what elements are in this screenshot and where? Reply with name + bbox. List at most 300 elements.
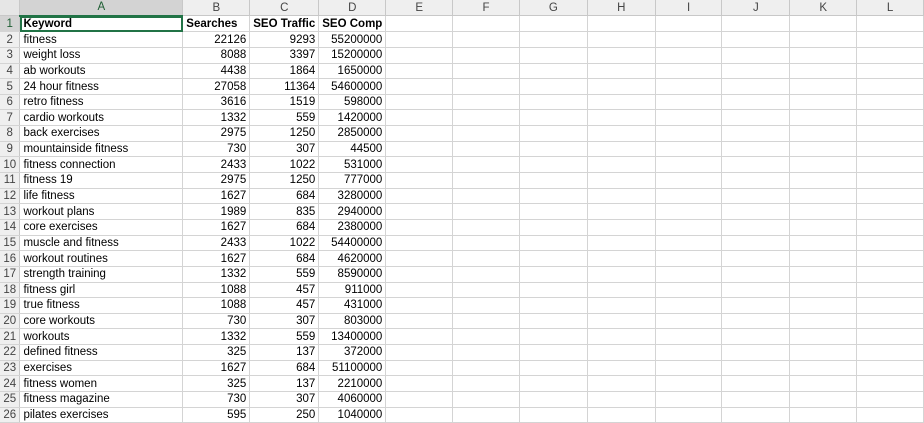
empty-cell[interactable] xyxy=(519,32,587,48)
row-header[interactable]: 25 xyxy=(0,392,20,408)
empty-cell[interactable] xyxy=(519,298,587,314)
cell[interactable]: 559 xyxy=(250,329,319,345)
empty-cell[interactable] xyxy=(722,204,790,220)
empty-cell[interactable] xyxy=(587,392,655,408)
cell[interactable]: weight loss xyxy=(20,47,183,63)
cell[interactable]: 1627 xyxy=(183,188,250,204)
row-header[interactable]: 7 xyxy=(0,110,20,126)
cell[interactable]: 730 xyxy=(183,313,250,329)
empty-cell[interactable] xyxy=(453,235,520,251)
cell[interactable]: 2975 xyxy=(183,173,250,189)
empty-cell[interactable] xyxy=(386,376,453,392)
row-header[interactable]: 4 xyxy=(0,63,20,79)
column-header-b[interactable]: B xyxy=(183,0,250,16)
empty-cell[interactable] xyxy=(722,157,790,173)
empty-cell[interactable] xyxy=(519,329,587,345)
empty-cell[interactable] xyxy=(386,188,453,204)
row-header[interactable]: 2 xyxy=(0,32,20,48)
row-header[interactable]: 14 xyxy=(0,219,20,235)
empty-cell[interactable] xyxy=(587,407,655,423)
empty-cell[interactable] xyxy=(655,141,722,157)
empty-cell[interactable] xyxy=(519,47,587,63)
empty-cell[interactable] xyxy=(386,63,453,79)
cell[interactable]: 1519 xyxy=(250,94,319,110)
empty-cell[interactable] xyxy=(453,313,520,329)
empty-cell[interactable] xyxy=(857,47,924,63)
empty-cell[interactable] xyxy=(722,360,790,376)
empty-cell[interactable] xyxy=(857,94,924,110)
cell[interactable]: 1989 xyxy=(183,204,250,220)
empty-cell[interactable] xyxy=(587,298,655,314)
empty-cell[interactable] xyxy=(453,79,520,95)
empty-cell[interactable] xyxy=(655,47,722,63)
empty-cell[interactable] xyxy=(519,141,587,157)
empty-cell[interactable] xyxy=(386,157,453,173)
empty-cell[interactable] xyxy=(587,329,655,345)
empty-cell[interactable] xyxy=(519,94,587,110)
column-header-f[interactable]: F xyxy=(453,0,520,16)
header-cell[interactable]: Keyword xyxy=(20,16,183,32)
row-header[interactable]: 16 xyxy=(0,251,20,267)
cell[interactable]: core workouts xyxy=(20,313,183,329)
cell[interactable]: defined fitness xyxy=(20,345,183,361)
empty-cell[interactable] xyxy=(722,376,790,392)
empty-cell[interactable] xyxy=(790,47,857,63)
empty-cell[interactable] xyxy=(587,157,655,173)
cell[interactable]: 2975 xyxy=(183,126,250,142)
empty-cell[interactable] xyxy=(655,235,722,251)
cell[interactable]: 11364 xyxy=(250,79,319,95)
cell[interactable]: 2850000 xyxy=(319,126,386,142)
empty-cell[interactable] xyxy=(655,16,722,32)
empty-cell[interactable] xyxy=(722,79,790,95)
empty-cell[interactable] xyxy=(587,219,655,235)
cell[interactable]: 595 xyxy=(183,407,250,423)
empty-cell[interactable] xyxy=(857,204,924,220)
cell[interactable]: 531000 xyxy=(319,157,386,173)
cell[interactable]: 1332 xyxy=(183,329,250,345)
empty-cell[interactable] xyxy=(587,94,655,110)
empty-cell[interactable] xyxy=(453,47,520,63)
empty-cell[interactable] xyxy=(790,266,857,282)
empty-cell[interactable] xyxy=(453,157,520,173)
empty-cell[interactable] xyxy=(722,251,790,267)
cell[interactable]: 598000 xyxy=(319,94,386,110)
cell[interactable]: 1088 xyxy=(183,282,250,298)
cell[interactable]: workouts xyxy=(20,329,183,345)
empty-cell[interactable] xyxy=(857,157,924,173)
cell[interactable]: back exercises xyxy=(20,126,183,142)
empty-cell[interactable] xyxy=(655,32,722,48)
header-cell[interactable]: Searches xyxy=(183,16,250,32)
empty-cell[interactable] xyxy=(453,173,520,189)
cell[interactable]: 835 xyxy=(250,204,319,220)
empty-cell[interactable] xyxy=(587,141,655,157)
empty-cell[interactable] xyxy=(453,188,520,204)
empty-cell[interactable] xyxy=(655,79,722,95)
empty-cell[interactable] xyxy=(386,282,453,298)
empty-cell[interactable] xyxy=(386,235,453,251)
cell[interactable]: 911000 xyxy=(319,282,386,298)
empty-cell[interactable] xyxy=(519,204,587,220)
cell[interactable]: pilates exercises xyxy=(20,407,183,423)
empty-cell[interactable] xyxy=(519,392,587,408)
empty-cell[interactable] xyxy=(453,407,520,423)
empty-cell[interactable] xyxy=(790,32,857,48)
empty-cell[interactable] xyxy=(857,32,924,48)
empty-cell[interactable] xyxy=(453,329,520,345)
empty-cell[interactable] xyxy=(386,345,453,361)
cell[interactable]: 27058 xyxy=(183,79,250,95)
cell[interactable]: 2940000 xyxy=(319,204,386,220)
empty-cell[interactable] xyxy=(857,345,924,361)
column-header-l[interactable]: L xyxy=(857,0,924,16)
empty-cell[interactable] xyxy=(655,360,722,376)
empty-cell[interactable] xyxy=(790,79,857,95)
empty-cell[interactable] xyxy=(655,266,722,282)
cell[interactable]: 2210000 xyxy=(319,376,386,392)
empty-cell[interactable] xyxy=(453,266,520,282)
empty-cell[interactable] xyxy=(655,219,722,235)
empty-cell[interactable] xyxy=(655,298,722,314)
cell[interactable]: 559 xyxy=(250,266,319,282)
empty-cell[interactable] xyxy=(587,313,655,329)
empty-cell[interactable] xyxy=(453,32,520,48)
cell[interactable]: mountainside fitness xyxy=(20,141,183,157)
cell[interactable]: 684 xyxy=(250,251,319,267)
column-header-e[interactable]: E xyxy=(386,0,453,16)
empty-cell[interactable] xyxy=(722,16,790,32)
header-cell[interactable]: SEO Comp xyxy=(319,16,386,32)
row-header[interactable]: 15 xyxy=(0,235,20,251)
empty-cell[interactable] xyxy=(655,126,722,142)
empty-cell[interactable] xyxy=(519,345,587,361)
row-header[interactable]: 5 xyxy=(0,79,20,95)
cell[interactable]: fitness connection xyxy=(20,157,183,173)
empty-cell[interactable] xyxy=(655,188,722,204)
select-all-corner[interactable] xyxy=(0,0,20,16)
empty-cell[interactable] xyxy=(790,345,857,361)
column-header-k[interactable]: K xyxy=(790,0,857,16)
empty-cell[interactable] xyxy=(587,251,655,267)
empty-cell[interactable] xyxy=(587,360,655,376)
cell[interactable]: fitness women xyxy=(20,376,183,392)
empty-cell[interactable] xyxy=(722,173,790,189)
empty-cell[interactable] xyxy=(453,360,520,376)
cell[interactable]: 803000 xyxy=(319,313,386,329)
cell[interactable]: 8088 xyxy=(183,47,250,63)
empty-cell[interactable] xyxy=(655,110,722,126)
row-header[interactable]: 13 xyxy=(0,204,20,220)
row-header[interactable]: 8 xyxy=(0,126,20,142)
empty-cell[interactable] xyxy=(722,47,790,63)
cell[interactable]: 1332 xyxy=(183,266,250,282)
empty-cell[interactable] xyxy=(790,94,857,110)
row-header[interactable]: 11 xyxy=(0,173,20,189)
empty-cell[interactable] xyxy=(453,282,520,298)
empty-cell[interactable] xyxy=(722,32,790,48)
cell[interactable]: 684 xyxy=(250,188,319,204)
empty-cell[interactable] xyxy=(857,79,924,95)
empty-cell[interactable] xyxy=(857,16,924,32)
empty-cell[interactable] xyxy=(519,110,587,126)
empty-cell[interactable] xyxy=(857,110,924,126)
empty-cell[interactable] xyxy=(655,94,722,110)
cell[interactable]: 1040000 xyxy=(319,407,386,423)
empty-cell[interactable] xyxy=(722,298,790,314)
cell[interactable]: 457 xyxy=(250,298,319,314)
empty-cell[interactable] xyxy=(655,204,722,220)
cell[interactable]: 3280000 xyxy=(319,188,386,204)
empty-cell[interactable] xyxy=(587,63,655,79)
empty-cell[interactable] xyxy=(587,235,655,251)
empty-cell[interactable] xyxy=(857,141,924,157)
cell[interactable]: ab workouts xyxy=(20,63,183,79)
cell[interactable]: 372000 xyxy=(319,345,386,361)
empty-cell[interactable] xyxy=(857,126,924,142)
cell[interactable]: 1022 xyxy=(250,157,319,173)
cell[interactable]: cardio workouts xyxy=(20,110,183,126)
cell[interactable]: 4438 xyxy=(183,63,250,79)
empty-cell[interactable] xyxy=(519,376,587,392)
empty-cell[interactable] xyxy=(386,298,453,314)
empty-cell[interactable] xyxy=(857,360,924,376)
cell[interactable]: 15200000 xyxy=(319,47,386,63)
empty-cell[interactable] xyxy=(722,219,790,235)
empty-cell[interactable] xyxy=(655,251,722,267)
cell[interactable]: 1627 xyxy=(183,251,250,267)
cell[interactable]: 1627 xyxy=(183,360,250,376)
cell[interactable]: 137 xyxy=(250,376,319,392)
empty-cell[interactable] xyxy=(453,219,520,235)
empty-cell[interactable] xyxy=(857,219,924,235)
empty-cell[interactable] xyxy=(519,235,587,251)
empty-cell[interactable] xyxy=(519,251,587,267)
cell[interactable]: fitness magazine xyxy=(20,392,183,408)
cell[interactable]: 1650000 xyxy=(319,63,386,79)
cell[interactable]: core exercises xyxy=(20,219,183,235)
cell[interactable]: 1088 xyxy=(183,298,250,314)
empty-cell[interactable] xyxy=(722,141,790,157)
empty-cell[interactable] xyxy=(587,188,655,204)
cell[interactable]: 55200000 xyxy=(319,32,386,48)
cell[interactable]: 307 xyxy=(250,392,319,408)
empty-cell[interactable] xyxy=(790,392,857,408)
cell[interactable]: 684 xyxy=(250,219,319,235)
cell[interactable]: 1627 xyxy=(183,219,250,235)
column-header-g[interactable]: G xyxy=(519,0,587,16)
empty-cell[interactable] xyxy=(519,173,587,189)
column-header-i[interactable]: I xyxy=(655,0,722,16)
cell[interactable]: 9293 xyxy=(250,32,319,48)
empty-cell[interactable] xyxy=(519,79,587,95)
empty-cell[interactable] xyxy=(790,110,857,126)
empty-cell[interactable] xyxy=(519,407,587,423)
empty-cell[interactable] xyxy=(790,376,857,392)
cell[interactable]: 730 xyxy=(183,392,250,408)
empty-cell[interactable] xyxy=(587,204,655,220)
cell[interactable]: muscle and fitness xyxy=(20,235,183,251)
empty-cell[interactable] xyxy=(655,329,722,345)
column-header-c[interactable]: C xyxy=(250,0,319,16)
cell[interactable]: 684 xyxy=(250,360,319,376)
empty-cell[interactable] xyxy=(386,266,453,282)
empty-cell[interactable] xyxy=(722,126,790,142)
empty-cell[interactable] xyxy=(722,235,790,251)
cell[interactable]: 250 xyxy=(250,407,319,423)
empty-cell[interactable] xyxy=(722,329,790,345)
empty-cell[interactable] xyxy=(790,329,857,345)
cell[interactable]: 24 hour fitness xyxy=(20,79,183,95)
empty-cell[interactable] xyxy=(655,407,722,423)
empty-cell[interactable] xyxy=(453,126,520,142)
empty-cell[interactable] xyxy=(587,376,655,392)
empty-cell[interactable] xyxy=(655,392,722,408)
empty-cell[interactable] xyxy=(386,392,453,408)
empty-cell[interactable] xyxy=(453,204,520,220)
empty-cell[interactable] xyxy=(587,32,655,48)
empty-cell[interactable] xyxy=(386,94,453,110)
empty-cell[interactable] xyxy=(790,126,857,142)
row-header[interactable]: 24 xyxy=(0,376,20,392)
cell[interactable]: workout plans xyxy=(20,204,183,220)
empty-cell[interactable] xyxy=(722,94,790,110)
cell[interactable]: 4060000 xyxy=(319,392,386,408)
empty-cell[interactable] xyxy=(587,266,655,282)
empty-cell[interactable] xyxy=(519,313,587,329)
cell[interactable]: 2433 xyxy=(183,157,250,173)
empty-cell[interactable] xyxy=(790,251,857,267)
empty-cell[interactable] xyxy=(386,141,453,157)
empty-cell[interactable] xyxy=(790,173,857,189)
cell[interactable]: workout routines xyxy=(20,251,183,267)
cell[interactable]: strength training xyxy=(20,266,183,282)
cell[interactable]: 22126 xyxy=(183,32,250,48)
empty-cell[interactable] xyxy=(722,188,790,204)
empty-cell[interactable] xyxy=(386,47,453,63)
empty-cell[interactable] xyxy=(587,126,655,142)
row-header[interactable]: 1 xyxy=(0,16,20,32)
row-header[interactable]: 19 xyxy=(0,298,20,314)
empty-cell[interactable] xyxy=(655,313,722,329)
cell[interactable]: 1022 xyxy=(250,235,319,251)
cell[interactable]: 3616 xyxy=(183,94,250,110)
empty-cell[interactable] xyxy=(790,235,857,251)
empty-cell[interactable] xyxy=(857,266,924,282)
cell[interactable]: fitness 19 xyxy=(20,173,183,189)
empty-cell[interactable] xyxy=(453,251,520,267)
empty-cell[interactable] xyxy=(790,298,857,314)
cell[interactable]: 325 xyxy=(183,345,250,361)
empty-cell[interactable] xyxy=(386,407,453,423)
empty-cell[interactable] xyxy=(722,392,790,408)
row-header[interactable]: 3 xyxy=(0,47,20,63)
cell[interactable]: 307 xyxy=(250,141,319,157)
empty-cell[interactable] xyxy=(790,282,857,298)
empty-cell[interactable] xyxy=(386,360,453,376)
empty-cell[interactable] xyxy=(722,407,790,423)
empty-cell[interactable] xyxy=(587,282,655,298)
cell[interactable]: retro fitness xyxy=(20,94,183,110)
empty-cell[interactable] xyxy=(587,173,655,189)
row-header[interactable]: 20 xyxy=(0,313,20,329)
empty-cell[interactable] xyxy=(790,63,857,79)
cell[interactable]: 1250 xyxy=(250,126,319,142)
row-header[interactable]: 21 xyxy=(0,329,20,345)
empty-cell[interactable] xyxy=(453,141,520,157)
cell[interactable]: 54600000 xyxy=(319,79,386,95)
empty-cell[interactable] xyxy=(790,407,857,423)
empty-cell[interactable] xyxy=(453,376,520,392)
empty-cell[interactable] xyxy=(722,63,790,79)
cell[interactable]: 3397 xyxy=(250,47,319,63)
empty-cell[interactable] xyxy=(790,141,857,157)
empty-cell[interactable] xyxy=(587,110,655,126)
empty-cell[interactable] xyxy=(386,173,453,189)
cell[interactable]: 307 xyxy=(250,313,319,329)
cell[interactable]: 51100000 xyxy=(319,360,386,376)
empty-cell[interactable] xyxy=(857,376,924,392)
cell[interactable]: 1332 xyxy=(183,110,250,126)
empty-cell[interactable] xyxy=(453,16,520,32)
cell[interactable]: fitness xyxy=(20,32,183,48)
row-header[interactable]: 23 xyxy=(0,360,20,376)
empty-cell[interactable] xyxy=(857,188,924,204)
empty-cell[interactable] xyxy=(857,298,924,314)
empty-cell[interactable] xyxy=(386,79,453,95)
empty-cell[interactable] xyxy=(386,219,453,235)
empty-cell[interactable] xyxy=(519,126,587,142)
empty-cell[interactable] xyxy=(722,313,790,329)
cell[interactable]: 4620000 xyxy=(319,251,386,267)
cell[interactable]: 2433 xyxy=(183,235,250,251)
cell[interactable]: 457 xyxy=(250,282,319,298)
column-header-h[interactable]: H xyxy=(587,0,655,16)
empty-cell[interactable] xyxy=(386,32,453,48)
empty-cell[interactable] xyxy=(655,173,722,189)
empty-cell[interactable] xyxy=(655,157,722,173)
empty-cell[interactable] xyxy=(453,345,520,361)
empty-cell[interactable] xyxy=(519,282,587,298)
empty-cell[interactable] xyxy=(790,313,857,329)
empty-cell[interactable] xyxy=(790,204,857,220)
empty-cell[interactable] xyxy=(857,235,924,251)
cell[interactable]: exercises xyxy=(20,360,183,376)
empty-cell[interactable] xyxy=(722,266,790,282)
empty-cell[interactable] xyxy=(587,16,655,32)
cell[interactable]: true fitness xyxy=(20,298,183,314)
empty-cell[interactable] xyxy=(790,16,857,32)
empty-cell[interactable] xyxy=(790,219,857,235)
cell[interactable]: 1864 xyxy=(250,63,319,79)
empty-cell[interactable] xyxy=(453,392,520,408)
cell[interactable]: 1250 xyxy=(250,173,319,189)
row-header[interactable]: 9 xyxy=(0,141,20,157)
empty-cell[interactable] xyxy=(857,329,924,345)
empty-cell[interactable] xyxy=(453,110,520,126)
header-cell[interactable]: SEO Traffic xyxy=(250,16,319,32)
empty-cell[interactable] xyxy=(519,157,587,173)
empty-cell[interactable] xyxy=(655,282,722,298)
empty-cell[interactable] xyxy=(722,282,790,298)
empty-cell[interactable] xyxy=(722,110,790,126)
empty-cell[interactable] xyxy=(386,251,453,267)
cell[interactable]: 2380000 xyxy=(319,219,386,235)
column-header-j[interactable]: J xyxy=(722,0,790,16)
column-header-d[interactable]: D xyxy=(319,0,386,16)
row-header[interactable]: 6 xyxy=(0,94,20,110)
empty-cell[interactable] xyxy=(790,157,857,173)
